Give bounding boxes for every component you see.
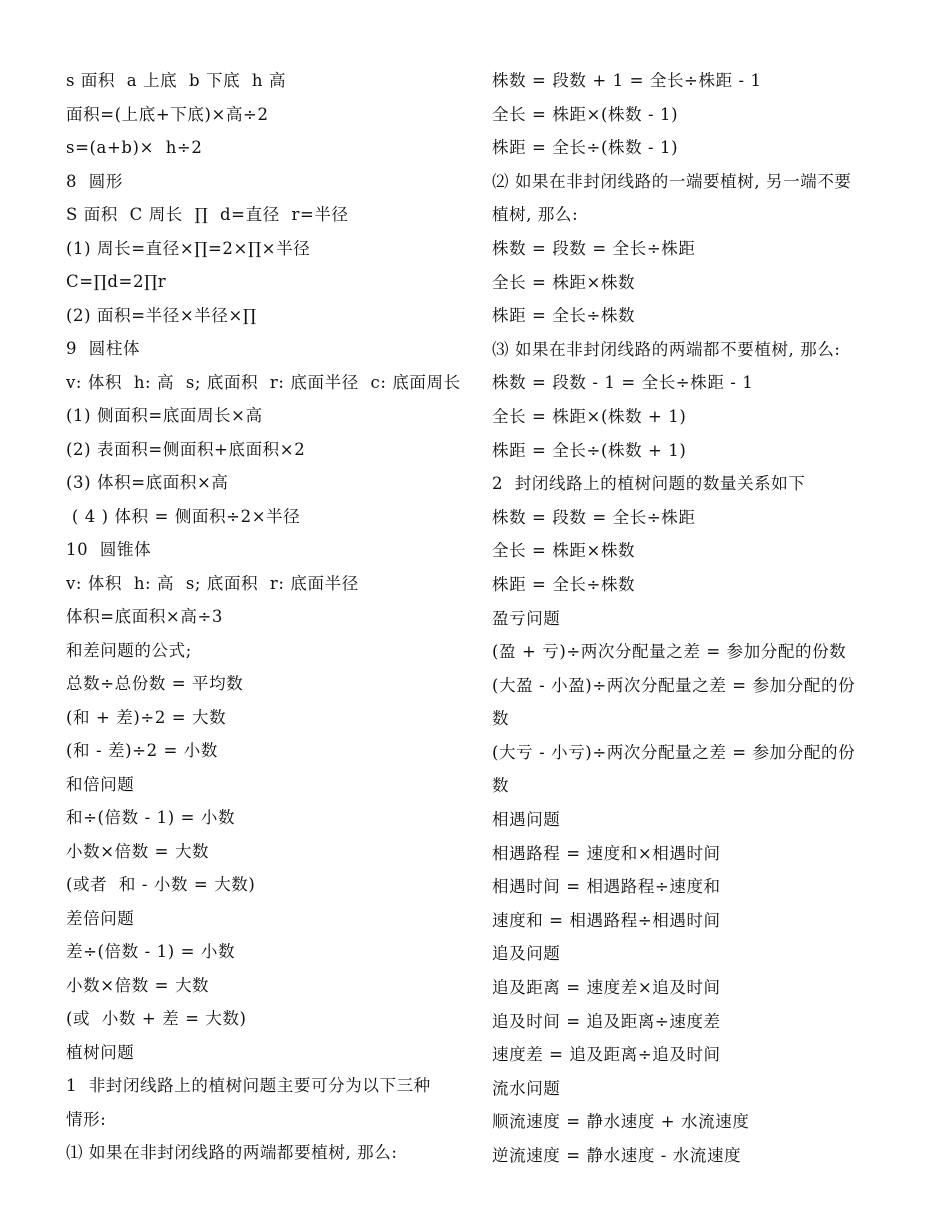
text-line: 株数 = 段数 + 1 = 全长÷株距 - 1 [492,71,762,90]
text-line: 追及距离 = 速度差×追及时间 [492,978,721,998]
text-line: 10 圆锥体 [66,540,152,559]
text-line: 差倍问题 [66,908,135,928]
text-line: 速度和 = 相遇路程÷相遇时间 [492,910,721,930]
text-line: ⑵ 如果在非封闭线路的一端要植树, 另一端不要 [492,171,852,191]
text-line: 株数 = 段数 = 全长÷株距 [492,507,696,527]
text-line: 9 圆柱体 [66,339,141,358]
text-line: (2) 表面积=侧面积+底面积×2 [66,439,306,459]
right-column [492,64,892,1173]
text-line: 流水问题 [492,1078,561,1098]
text-line: C=∏d=2∏r [66,272,167,291]
text-line: (1) 周长=直径×∏=2×∏×半径 [66,238,311,258]
text-line: 株距 = 全长÷(株数 - 1) [492,138,679,158]
text-line: 2 封闭线路上的植树问题的数量关系如下 [492,474,806,494]
text-line: v: 体积 h: 高 s; 底面积 r: 底面半径 [66,573,359,593]
text-line: 顺流速度 = 静水速度 + 水流速度 [492,1112,750,1132]
text-line: 植树, 那么: [492,205,579,225]
text-line: (大盈 - 小盈)÷两次分配量之差 = 参加分配的份 [492,675,856,695]
text-line: s 面积 a 上底 b 下底 h 高 [66,71,287,90]
text-line: 面积=(上底+下底)×高÷2 [66,104,269,124]
text-line: S 面积 C 周长 ∏ d=直径 r=半径 [66,205,349,224]
text-line: 数 [492,709,510,729]
text-line: (3) 体积=底面积×高 [66,473,229,492]
text-line: (和 + 差)÷2 = 大数 [66,707,227,727]
text-line: (或 小数 + 差 = 大数) [66,1009,247,1028]
text-line: 相遇时间 = 相遇路程÷速度和 [492,877,721,897]
text-line: 逆流速度 = 静水速度 - 水流速度 [492,1146,742,1165]
text-line: 和÷(倍数 - 1) = 小数 [66,808,236,827]
text-line: 追及时间 = 追及距离÷速度差 [492,1011,721,1031]
text-line: 8 圆形 [66,171,123,191]
text-line: (或者 和 - 小数 = 大数) [66,875,256,894]
text-line: s=(a+b)× h÷2 [66,138,203,157]
text-line: 小数×倍数 = 大数 [66,841,210,861]
text-line: 全长 = 株距×(株数 + 1) [492,406,687,426]
text-line: 株距 = 全长÷株数 [492,574,636,594]
text-line: 株数 = 段数 - 1 = 全长÷株距 - 1 [492,373,754,393]
text-line: 盈亏问题 [492,608,561,628]
text-line: 1 非封闭线路上的植树问题主要可分为以下三种 [66,1076,431,1095]
text-line: v: 体积 h: 高 s; 底面积 r: 底面半径 c: 底面周长 [66,372,461,392]
text-line: 体积=底面积×高÷3 [66,607,223,626]
text-line: ⑶ 如果在非封闭线路的两端都不要植树, 那么: [492,339,841,359]
text-line: (和 - 差)÷2 = 小数 [66,741,218,760]
text-line: 株距 = 全长÷株数 [492,306,636,326]
text-line: 全长 = 株距×株数 [492,541,636,561]
text-line: 速度差 = 追及距离÷追及时间 [492,1045,721,1065]
text-line: 株数 = 段数 = 全长÷株距 [492,238,696,258]
text-line: 总数÷总份数 = 平均数 [66,674,244,693]
text-line: (1) 侧面积=底面周长×高 [66,406,263,425]
text-line: 和差问题的公式; [66,640,192,660]
text-line: 追及问题 [492,944,561,964]
text-line: 全长 = 株距×株数 [492,272,636,292]
text-line: 差÷(倍数 - 1) = 小数 [66,942,236,961]
text-line: 植树问题 [66,1042,135,1062]
text-line: 数 [492,776,510,796]
text-line: ( 4 ) 体积 = 侧面积÷2×半径 [66,506,301,526]
text-line: (2) 面积=半径×半径×∏ [66,305,257,325]
text-line: 全长 = 株距×(株数 - 1) [492,104,679,124]
text-line: 相遇路程 = 速度和×相遇时间 [492,843,721,863]
text-line: 小数×倍数 = 大数 [66,975,210,995]
text-line: (盈 + 亏)÷两次分配量之差 = 参加分配的份数 [492,642,847,662]
text-line: 相遇问题 [492,810,561,830]
text-line: ⑴ 如果在非封闭线路的两端都要植树, 那么: [66,1143,398,1162]
text-line: (大亏 - 小亏)÷两次分配量之差 = 参加分配的份 [492,742,856,762]
text-line: 株距 = 全长÷(株数 + 1) [492,440,687,460]
text-line: 和倍问题 [66,774,135,794]
left-column [66,64,466,1170]
text-line: 情形: [66,1109,107,1129]
